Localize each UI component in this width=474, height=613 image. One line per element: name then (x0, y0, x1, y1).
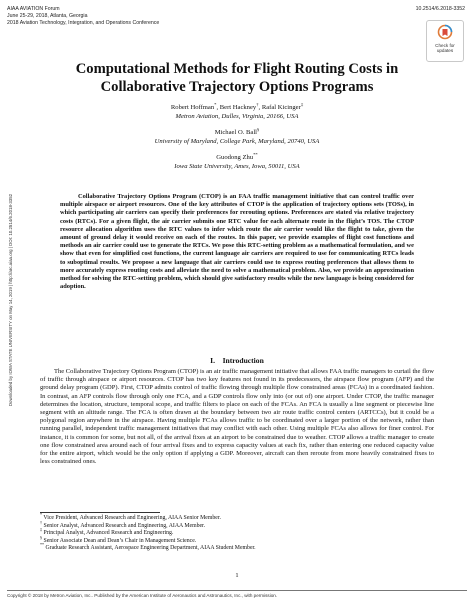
footnotes (40, 512, 434, 553)
introduction-paragraph: The Collaborative Trajectory Options Program (CTOP) is an air traffic management initiative that allows FAA traffic managers to curtail the flow of traffic through airspace or airport resources. CTOP has two key features not found in its predecessors, the airspace flow program (AFP) and the ground delay program (GDP). First, CTOP admits control of traffic flowing through multiple flow constrained areas (FCAs) in a coordinated fashion. In contrast, an AFP controls flow through only one FCA, and a GDP controls flow only into (or out of) one airport. Under CTOP, the traffic manager determines the location, structure, temporal scope, and traffic filters to place on each of the FCAs. An FCA is usually a line segment or piecewise line segment with an altitude range. The FCA is often drawn at the boundary between two air route traffic control centers (ARTCCs), but it could be a polygonal region anywhere in the airspace. Having multiple FCAs allows traffic to be coordinated over a larger portion of the network, rather than running parallel, independent traffic management initiatives that may conflict with each other. Using multiple FCAs also allows for finer control. For instance, it is common for some, but not all, of the arrival fixes at an airport to be constrained due to weather. CTOP allows a traffic manager to create one flow constrained area around each of four arrival fixes and to express capacity values at each fix, rather than entering one reduced capacity value for the entire airport, which would be the only option if applying a GDP. Moreover, aircraft can then reroute from more heavily constrained fixes to less constrained ones. (40, 368, 434, 466)
download-watermark (0, 150, 12, 450)
footnote: ** Graduate Research Assistant, Aerospace Engineering Department, AIAA Student Member. (40, 542, 256, 552)
conference-header (7, 6, 159, 27)
footnote: * Vice President, Advanced Research and Engineering, AIAA Senior Member. (40, 512, 221, 521)
abstract (60, 193, 414, 291)
conference-name: AIAA AVIATION Forum (7, 6, 60, 12)
author-affiliation: University of Maryland, College Park, Maryland, 20740, USA (154, 137, 320, 145)
abstract-text: Collaborative Trajectory Options Program (CTOP) is an FAA traffic management initiative that can control traffic over multiple airspace or airport resources. One of the key attributes of CTOP is the application of trajectory options sets (TOSs), in which participating air carriers can specify their preferences for rerouting options. Preferences are stated via relative trajectory costs (RTCs). For a given flight, the air carrier submits one RTC value for each alternate route in the flight’s TOS. The CTOP resource allocation algorithm uses the RTC values to infer which route the air carrier would like the flight to take, given the amount of ground delay it would receive on each of the routes. In this paper, we provide examples of flight cost functions and methods an air carrier could use to generate the RTCs. We pose this RTC-setting problem as a mathematical formulation, and we show that even for simplified cost functions, the current language air carriers are required to use for communicating RTCs leads to suboptimal results. We propose a new language that air carriers could use to express routing preferences that allows them to more accurately express routing costs and alleviate the need to solve a mathematical problem. Also, we provide an approximation method for solving the RTC-setting problem, which should give satisfactory results while the new language is being considered for adoption. (60, 193, 414, 291)
author-affiliation: Iowa State University, Ames, Iowa, 50011, USA (174, 162, 300, 170)
conference-dates: June 25-29, 2018, Atlanta, Georgia (7, 13, 88, 19)
author-block (40, 101, 434, 180)
page-number: 1 (235, 572, 239, 579)
check-for-updates-badge[interactable] (426, 20, 464, 62)
author-group-3 (40, 154, 434, 171)
author-group-2 (40, 129, 434, 146)
author-affiliation: Metron Aviation, Dulles, Virginia, 20166, USA (175, 112, 299, 120)
author-names: Robert Hoffman*, Bert Hackney†, Rafal Kicinger‡ (170, 101, 304, 111)
copyright-notice: Copyright © 2018 by Metron Aviation, Inc.. Published by the American Institute of Aeronautics and Astronautics, Inc., with permission. (7, 590, 467, 598)
section-heading-introduction: I. Introduction (210, 356, 264, 365)
author-names: Guodong Zhu** (216, 152, 258, 162)
author-group-1 (40, 101, 434, 121)
bookmark-refresh-icon (437, 24, 453, 42)
badge-line-1: Check for (435, 43, 455, 48)
doi-label[interactable]: 10.2514/6.2018-3352 (415, 6, 465, 12)
paper-title: Computational Methods for Flight Routing Costs in Collaborative Trajectory Options Programs (75, 61, 399, 95)
introduction-body (40, 368, 434, 466)
footnote: ‡ Principal Analyst, Advanced Research and Engineering. (40, 527, 174, 537)
footnote-divider (40, 512, 160, 513)
author-names: Michael O. Ball§ (214, 127, 260, 137)
download-watermark-text: Downloaded by IOWA STATE UNIVERSITY on May 14, 2019 | http://arc.aiaa.org | DOI: 10.2514/6.2018-3352 (8, 193, 13, 407)
badge-line-2: updates (436, 48, 454, 54)
footnote: † Senior Analyst, Advanced Research and Engineering, AIAA Member. (40, 519, 206, 529)
conference-event: 2018 Aviation Technology, Integration, and Operations Conference (7, 20, 160, 26)
footnote: § Senior Associate Dean and Dean’s Chair in Management Science. (40, 534, 197, 544)
